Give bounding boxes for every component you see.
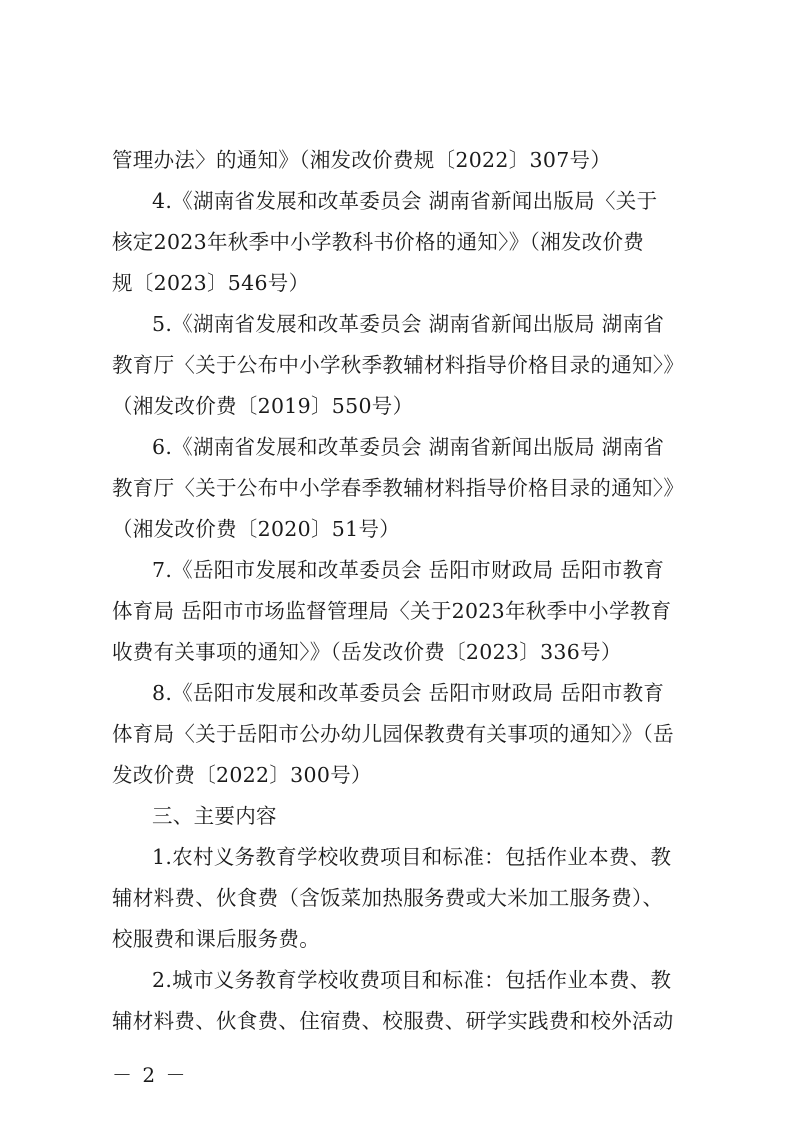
text-line: 核定2023年秋季中小学教科书价格的通知〉》（湘发改价费 — [112, 230, 645, 254]
text-line: （湘发改价费〔2020〕51号） — [112, 517, 401, 541]
text-line: 收费有关事项的通知〉》（岳发改价费〔2023〕336号） — [112, 640, 622, 664]
text-line: 7.《岳阳市发展和改革委员会 岳阳市财政局 岳阳市教育 — [152, 558, 665, 582]
text-line: 8.《岳阳市发展和改革委员会 岳阳市财政局 岳阳市教育 — [152, 681, 665, 705]
text-line: 体育局 岳阳市市场监督管理局〈关于2023年秋季中小学教育 — [112, 599, 672, 623]
text-line: 体育局〈关于岳阳市公办幼儿园保教费有关事项的通知〉》（岳 — [112, 722, 674, 746]
text-line: （湘发改价费〔2019〕550号） — [112, 394, 414, 418]
text-line: 4.《湖南省发展和改革委员会 湖南省新闻出版局〈关于 — [152, 189, 658, 213]
section-heading: 三、主要内容 — [152, 804, 277, 828]
text-line: 辅材料费、伙食费、住宿费、校服费、研学实践费和校外活动 — [112, 1009, 674, 1033]
text-line: 发改价费〔2022〕300号） — [112, 763, 372, 787]
text-line: 规〔2023〕546号） — [112, 271, 310, 295]
text-line: 校服费和课后服务费。 — [112, 927, 320, 951]
text-line: 教育厅〈关于公布中小学春季教辅材料指导价格目录的通知〉》 — [112, 476, 685, 500]
text-line: 管理办法〉的通知》（湘发改价费规〔2022〕307号） — [112, 148, 612, 172]
text-line: 5.《湖南省发展和改革委员会 湖南省新闻出版局 湖南省 — [152, 312, 665, 336]
page-number: － 2 － — [112, 1063, 188, 1087]
text-line: 教育厅〈关于公布中小学秋季教辅材料指导价格目录的通知〉》 — [112, 353, 685, 377]
text-line: 6.《湖南省发展和改革委员会 湖南省新闻出版局 湖南省 — [152, 435, 665, 459]
text-line: 1.农村义务教育学校收费项目和标准：包括作业本费、教 — [152, 845, 672, 869]
text-line: 辅材料费、伙食费（含饭菜加热服务费或大米加工服务费）、 — [112, 886, 664, 910]
text-line: 2.城市义务教育学校收费项目和标准：包括作业本费、教 — [152, 968, 672, 992]
